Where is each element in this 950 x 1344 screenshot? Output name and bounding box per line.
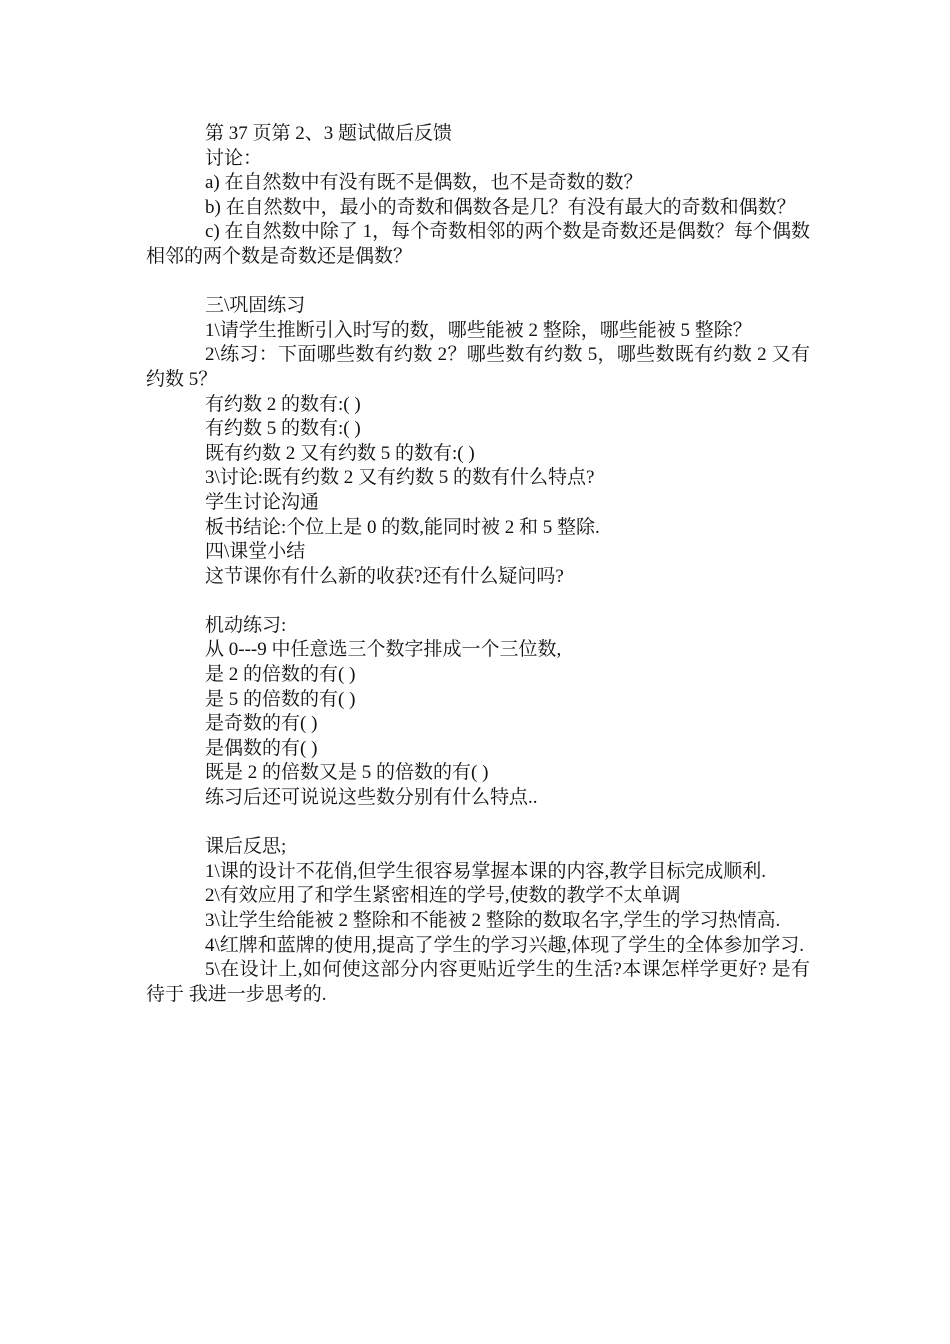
- paragraph-after-practice: 练习后还可说说这些数分别有什么特点..: [205, 787, 538, 809]
- paragraph-multiple-of-5: 是 5 的倍数的有( ): [205, 688, 356, 710]
- paragraph-reflection-2: 2\有效应用了和学生紧密相连的学号,使数的教学不太单调: [205, 885, 681, 907]
- paragraph-summary-question: 这节课你有什么新的收获?还有什么疑问吗?: [205, 565, 564, 587]
- paragraph-multiple-of-2-and-5: 既是 2 的倍数又是 5 的倍数的有( ): [205, 762, 489, 784]
- paragraph-board-conclusion: 板书结论:个位上是 0 的数,能同时被 2 和 5 整除.: [205, 516, 600, 538]
- section-heading-summary: 四\课堂小结: [205, 541, 306, 563]
- paragraph-three-digit-task: 从 0---9 中任意选三个数字排成一个三位数,: [205, 639, 562, 661]
- paragraph-divisor-2-and-5: 既有约数 2 又有约数 5 的数有:( ): [205, 442, 475, 464]
- blank-line: [146, 589, 810, 614]
- paragraph-question-b: b) 在自然数中，最小的奇数和偶数各是几？有没有最大的奇数和偶数？: [205, 196, 796, 218]
- paragraph-reflection-1: 1\课的设计不花俏,但学生很容易掌握本课的内容,教学目标完成顺利.: [205, 860, 767, 882]
- paragraph-question-a: a) 在自然数中有没有既不是偶数，也不是奇数的数？: [205, 172, 643, 194]
- paragraph-divisor-5: 有约数 5 的数有:( ): [205, 418, 361, 440]
- paragraph-reflection-5: 5\在设计上,如何使这部分内容更贴近学生的生活?本课怎样学更好? 是有待于 我进一步思考的.: [146, 959, 810, 1005]
- paragraph-practice-1: 1\请学生推断引入时写的数，哪些能被 2 整除，哪些能被 5 整除？: [205, 319, 752, 341]
- paragraph-reflection-4: 4\红牌和蓝牌的使用,提高了学生的学习兴趣,体现了学生的全体参加学习.: [205, 934, 805, 956]
- document-page: [146, 122, 810, 1007]
- paragraph-divisor-2: 有约数 2 的数有:( ): [205, 393, 361, 415]
- blank-line: [146, 270, 810, 295]
- paragraph-practice-2: 2\练习：下面哪些数有约数 2？哪些数有约数 5，哪些数既有约数 2 又有约数 5？: [146, 344, 810, 390]
- section-heading-practice: 三\巩固练习: [205, 295, 306, 317]
- paragraph-reflection-3: 3\让学生给能被 2 整除和不能被 2 整除的数取名字,学生的学习热情高.: [205, 910, 781, 931]
- paragraph-multiple-of-2: 是 2 的倍数的有( ): [205, 664, 356, 686]
- paragraph-discussion-label: 讨论：: [205, 147, 263, 169]
- paragraph-student-discussion: 学生讨论沟通: [205, 491, 320, 513]
- paragraph-practice-3: 3\讨论:既有约数 2 又有约数 5 的数有什么特点?: [205, 467, 595, 489]
- paragraph-feedback-title: 第 37 页第 2、3 题试做后反馈: [205, 123, 453, 144]
- paragraph-even-numbers: 是偶数的有( ): [205, 737, 318, 759]
- paragraph-odd-numbers: 是奇数的有( ): [205, 713, 318, 735]
- section-heading-reflection: 课后反思;: [205, 836, 287, 858]
- blank-line: [146, 811, 810, 836]
- section-heading-flexible-practice: 机动练习:: [205, 614, 287, 636]
- paragraph-question-c: c) 在自然数中除了 1，每个奇数相邻的两个数是奇数还是偶数？每个偶数相邻的两个数是奇数还是偶数？: [146, 221, 810, 267]
